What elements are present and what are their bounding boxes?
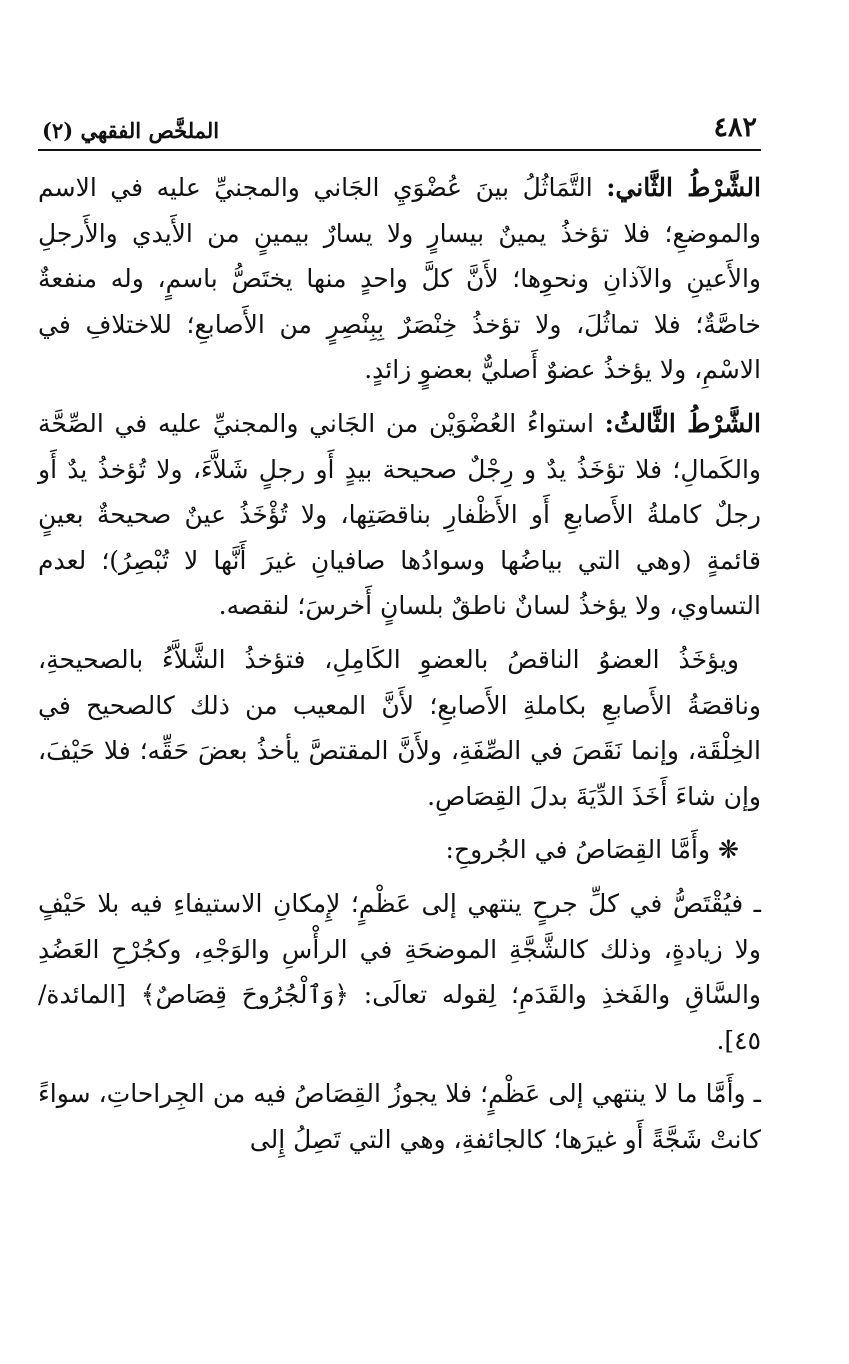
page-number: ٤٨٢ <box>713 112 757 143</box>
condition-heading: الشَّرْطُ الثَّالثُ: <box>604 408 761 438</box>
page-header <box>38 112 761 151</box>
paragraph-text: استواءُ العُضْوَيْن من الجَاني والمجنيِّ عليه في الصِّحَّة والكَمالِ؛ فلا تؤخَذُ يدٌ و رِجْلٌ صحيحة بيدٍ أَو رجلٍ شَلاَّءَ، ولا تُؤخذُ يدٌ أَو رجلٌ كاملةُ الأَصابعِ أَو الأَظْفارِ بناقصَتِها، ولا تُؤْخَذُ عينٌ صحيحةٌ بعينٍ قائمةٍ (وهي التي بياضُها وسوادُها صافيانِ غيرَ أَنَّها لا تُبْصِرُ)؛ لعدم التساوي، ولا يؤخذُ لسانٌ ناطقٌ بلسانٍ أَخرسَ؛ لنقصه. <box>38 408 761 621</box>
section-heading-text: وأَمَّا القِصَاصُ في الجُروحِ: <box>445 835 711 865</box>
page-body <box>38 165 761 1162</box>
paragraph-text: التَّمَاثُلُ بينَ عُضْوَيِ الجَاني والمجنيِّ عليه في الاسم والموضعِ؛ فلا تؤخذُ يمينٌ بيسارٍ ولا يسارٌ بيمينٍ من الأَيدي والأَرجلِ والأَعينِ والآذانِ ونحوِها؛ لأَنَّ كلَّ واحدٍ منها يختَصُّ باسمٍ، وله منفعةٌ خاصَّةٌ؛ فلا تماثُلَ، ولا تؤخذُ خِنْصَرٌ بِبِنْصِرٍ من الأَصابعِ؛ للاختلافِ في الاسْمِ، ولا يؤخذُ عضوٌ أَصليٌّ بعضوٍ زائدٍ. <box>38 173 761 385</box>
flower-bullet-icon: ❋ <box>718 835 739 865</box>
section-heading-wounds <box>38 827 761 873</box>
paragraph-wounds-to-bone <box>38 881 761 1063</box>
paragraph-wounds-not-to-bone <box>38 1071 761 1162</box>
running-title: الملخَّص الفقهي (٢) <box>42 118 220 143</box>
condition-heading: الشَّرْطُ الثَّاني: <box>606 173 761 202</box>
paragraph-text: ـ فيُقْتَصُّ في كلِّ جرحٍ ينتهي إلى عَظْمٍ؛ لإِمكانِ الاستيفاءِ فيه بلا حَيْفٍ ولا زيادةٍ، وذلك كالشَّجَّةِ الموضحَةِ في الرأْسِ والوَجْهِ، وكجُرْحِ العَضُدِ والسَّاقِ والفَخذِ والقَدَمِ؛ لِقوله تعالَى: ﴿وَٱلْجُرُوحَ قِصَاصٌ﴾ [المائدة/ ٤٥]. <box>38 888 761 1055</box>
paragraph-deficient-limb <box>38 637 761 819</box>
paragraph-text: ويؤخَذُ العضوُ الناقصُ بالعضوِ الكَامِلِ، فتؤخذُ الشَّلاَّءُ بالصحيحةِ، وناقصَةُ الأَصابعِ بكاملةِ الأَصابعِ؛ لأَنَّ المعيب من ذلك كالصحيح في الخِلْقَة، وإنما نَقَصَ في الصِّفَةِ، ولأَنَّ المقتصَّ يأخذُ بعضَ حَقِّه؛ فلا حَيْفَ، وإن شاءَ أَخَذَ الدِّيَةَ بدلَ القِصَاصِ. <box>38 644 761 811</box>
paragraph-condition-three <box>38 401 761 629</box>
paragraph-text: ـ وأَمَّا ما لا ينتهي إلى عَظْمٍ؛ فلا يجوزُ القِصَاصُ فيه من الجِراحاتِ، سواءً كانتْ شَجَّةً أَو غيرَها؛ كالجائفةِ، وهي التي تَصِلُ إِلى <box>38 1079 761 1154</box>
paragraph-condition-two <box>38 165 761 393</box>
